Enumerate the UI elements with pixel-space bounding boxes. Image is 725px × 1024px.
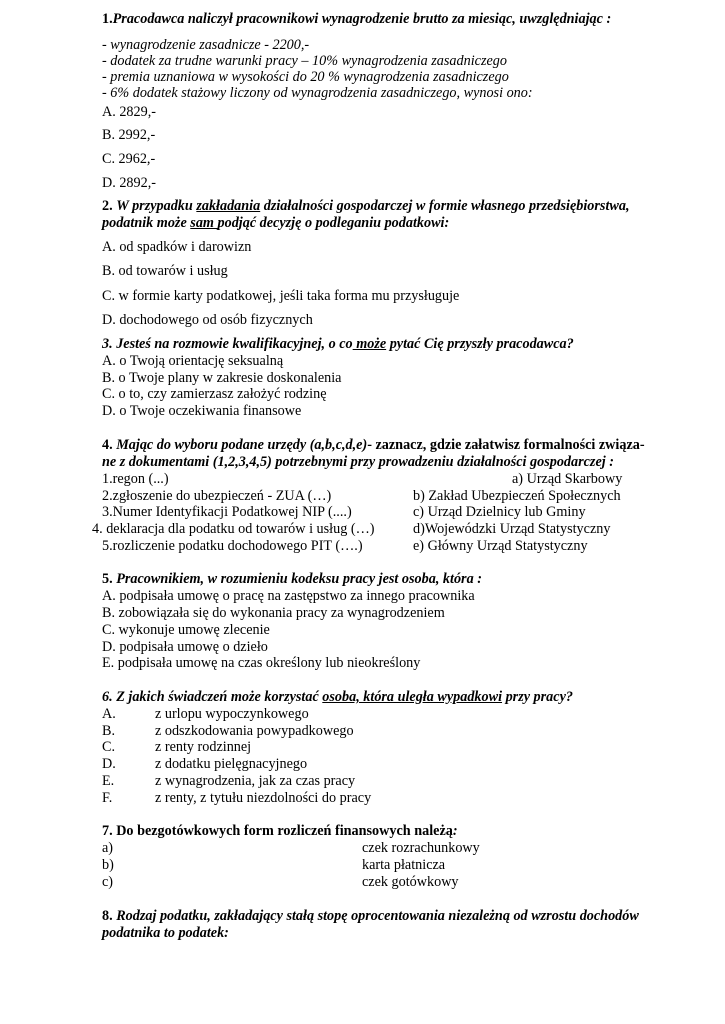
q2-option-d: D. dochodowego od osób fizycznych xyxy=(102,312,313,328)
q2-text-a: W przypadku xyxy=(116,198,197,214)
q3-option-a: A. o Twoją orientację seksualną xyxy=(102,353,284,369)
q6-option-b: z odszkodowania powypadkowego xyxy=(155,723,354,739)
q4-right-a: a) Urząd Skarbowy xyxy=(512,471,623,487)
q7-letter-b: b) xyxy=(102,857,114,873)
q2-option-a: A. od spadków i darowizn xyxy=(102,239,252,255)
q7-letter-a: a) xyxy=(102,840,114,856)
q6-underlined: osoba, która uległa wypadkowi xyxy=(322,689,503,705)
q6-text-a: 6. Z jakich świadczeń może korzystać xyxy=(102,689,323,705)
q7-option-b: karta płatnicza xyxy=(362,857,446,873)
q5-question xyxy=(102,571,482,588)
q2-option-c: C. w formie karty podatkowej, jeśli taka forma mu przysługuje xyxy=(102,288,460,304)
q4-left-1: 1.regon (...) xyxy=(102,471,169,487)
q7-text: 7. Do bezgotówkowych form rozliczeń finansowych należą xyxy=(102,823,453,839)
q1-text: Pracodawca naliczył pracownikowi wynagrodzenie brutto za miesiąc, uwzględniając : xyxy=(112,11,612,27)
q6-letter-e: E. xyxy=(102,773,115,789)
q6-option-c: z renty rodzinnej xyxy=(155,739,252,755)
q1-option-b: B. 2992,- xyxy=(102,127,156,143)
q2-question-line2 xyxy=(102,215,449,232)
q2-question-line1 xyxy=(102,198,630,215)
q4-text-a: Mając do wyboru podane urzędy (a,b,c,d,e) xyxy=(116,437,368,453)
q3-option-d: D. o Twoje oczekiwania finansowe xyxy=(102,403,302,419)
q6-question xyxy=(102,689,573,706)
q1-option-a: A. 2829,- xyxy=(102,104,156,120)
q6-letter-a: A. xyxy=(102,706,116,722)
q5-option-a: A. podpisała umowę o pracę na zastępstwo za innego pracownika xyxy=(102,588,475,604)
q5-text: Pracownikiem, w rozumieniu kodeksu pracy jest osoba, która : xyxy=(116,571,482,587)
q1-item-1: - wynagrodzenie zasadnicze - 2200,- xyxy=(102,37,310,53)
q2-option-b: B. od towarów i usług xyxy=(102,263,228,279)
q1-item-4: - 6% dodatek stażowy liczony od wynagrodzenia zasadniczego, wynosi ono: xyxy=(102,85,533,101)
q8-question-line2: podatnika to podatek: xyxy=(102,925,229,941)
q1-number: 1. xyxy=(102,11,113,27)
q4-left-3: 3.Numer Identyfikacji Podatkowej NIP (....) xyxy=(102,504,352,520)
q5-option-e: E. podpisała umowę na czas określony lub nieokreślony xyxy=(102,655,421,671)
q4-left-4: 4. deklaracja dla podatku od towarów i usług (…) xyxy=(92,521,375,537)
q4-right-d: d)Wojewódzki Urząd Statystyczny xyxy=(413,521,611,537)
q3-text-a: 3. Jesteś na rozmowie kwalifikacyjnej, o co xyxy=(102,336,353,352)
q1-question xyxy=(102,11,611,28)
q5-number: 5. xyxy=(102,571,117,587)
q4-question-line2: ne z dokumentami (1,2,3,4,5) potrzebnymi przy prowadzeniu działalności gospodarczej : xyxy=(102,454,614,470)
q6-option-a: z urlopu wypoczynkowego xyxy=(155,706,309,722)
q2-text-d: podjąć decyzję o podleganiu podatkowi: xyxy=(217,215,450,231)
q6-letter-d: D. xyxy=(102,756,116,772)
q4-number: 4. xyxy=(102,437,117,453)
q2-text-c: podatnik może xyxy=(102,215,191,231)
q7-option-c: czek gotówkowy xyxy=(362,874,459,890)
q3-question xyxy=(102,336,574,353)
q4-left-5: 5.rozliczenie podatku dochodowego PIT (….) xyxy=(102,538,363,554)
q8-number: 8. xyxy=(102,908,117,924)
q3-underlined: może xyxy=(352,336,387,352)
q6-letter-c: C. xyxy=(102,739,116,755)
q4-right-c: c) Urząd Dzielnicy lub Gminy xyxy=(413,504,586,520)
q4-text-b: - zaznacz, gdzie załatwisz formalności związa- xyxy=(367,437,645,453)
q6-letter-f: F. xyxy=(102,790,113,806)
q1-item-3: - premia uznaniowa w wysokości do 20 % wynagrodzenia zasadniczego xyxy=(102,69,509,85)
q6-letter-b: B. xyxy=(102,723,116,739)
q4-question-line1 xyxy=(102,437,645,454)
q7-question xyxy=(102,823,458,840)
q2-number: 2. xyxy=(102,198,117,214)
q3-text-b: pytać Cię przyszły pracodawca? xyxy=(386,336,574,352)
q4-left-2: 2.zgłoszenie do ubezpieczeń - ZUA (…) xyxy=(102,488,332,504)
q4-right-b: b) Zakład Ubezpieczeń Społecznych xyxy=(413,488,621,504)
q6-text-b: przy pracy? xyxy=(502,689,573,705)
q1-option-c: C. 2962,- xyxy=(102,151,156,167)
q4-right-e: e) Główny Urząd Statystyczny xyxy=(413,538,588,554)
q1-item-2: - dodatek za trudne warunki pracy – 10% wynagrodzenia zasadniczego xyxy=(102,53,507,69)
q1-option-d: D. 2892,- xyxy=(102,175,156,191)
q2-text-b: działalności gospodarczej w formie własnego przedsiębiorstwa, xyxy=(260,198,630,214)
q3-option-b: B. o Twoje plany w zakresie doskonalenia xyxy=(102,370,342,386)
q7-letter-c: c) xyxy=(102,874,114,890)
q8-text-a: Rodzaj podatku, zakładający stałą stopę oprocentowania niezależną od wzrostu dochodów xyxy=(116,908,639,924)
q5-option-c: C. wykonuje umowę zlecenie xyxy=(102,622,270,638)
q8-question-line1 xyxy=(102,908,639,925)
q5-option-d: D. podpisała umowę o dzieło xyxy=(102,639,268,655)
q7-option-a: czek rozrachunkowy xyxy=(362,840,480,856)
q6-option-f: z renty, z tytułu niezdolności do pracy xyxy=(155,790,372,806)
q6-option-e: z wynagrodzenia, jak za czas pracy xyxy=(155,773,356,789)
q3-option-c: C. o to, czy zamierzasz założyć rodzinę xyxy=(102,386,327,402)
q7-colon: : xyxy=(452,823,458,839)
q5-option-b: B. zobowiązała się do wykonania pracy za wynagrodzeniem xyxy=(102,605,445,621)
q2-underlined-a: zakładania xyxy=(196,198,261,214)
q2-underlined-b: sam xyxy=(190,215,218,231)
q6-option-d: z dodatku pielęgnacyjnego xyxy=(155,756,308,772)
